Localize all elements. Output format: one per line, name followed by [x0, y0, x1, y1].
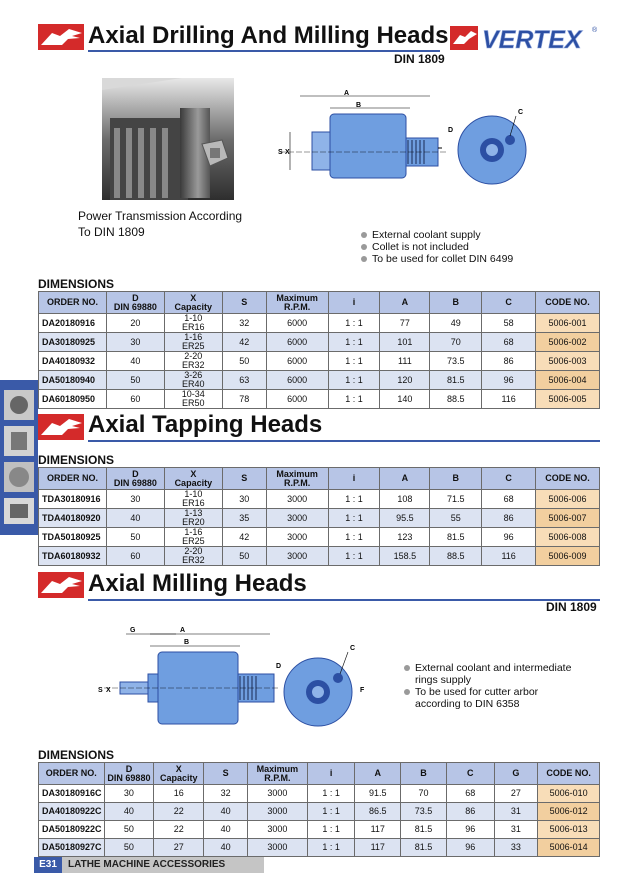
section-title-drilling: Axial Drilling And Milling Heads: [88, 22, 449, 49]
dimensions-table-milling: [38, 762, 600, 857]
header-a: A: [380, 468, 430, 490]
header-i: i: [328, 468, 380, 490]
header-code: CODE NO.: [536, 292, 600, 314]
eagle-logo-icon: [38, 572, 84, 598]
svg-text:®: ®: [592, 27, 598, 34]
header-d: D DIN 69880: [104, 763, 154, 785]
dim-label-g: G: [130, 627, 136, 634]
dim-label-b: B: [184, 639, 190, 646]
dim-label-b: B: [356, 102, 362, 109]
header-code: CODE NO.: [538, 763, 600, 785]
vertex-brand-logo: [450, 24, 600, 52]
feature-item: To be used for collet DIN 6499: [360, 253, 513, 265]
table-row: DA40180922C 40 22 40 3000 1 : 1 86.5 73.5 86 31 5006-012: [39, 803, 600, 821]
header-c: C: [482, 468, 536, 490]
header-a: A: [355, 763, 401, 785]
feature-item: External coolant and intermediate rings supply: [403, 662, 571, 686]
header-order: ORDER NO.: [39, 292, 107, 314]
title-underline: [88, 50, 440, 52]
footer-section-title: LATHE MACHINE ACCESSORIES: [68, 859, 226, 870]
header-x: X Capacity: [154, 763, 204, 785]
header-order: ORDER NO.: [39, 468, 107, 490]
header-rpm: Maximum R.P.M.: [266, 468, 328, 490]
dimensions-heading: DIMENSIONS: [38, 748, 115, 762]
caption-line-1: Power Transmission According: [78, 209, 243, 223]
table-row: DA40180932 40 2-20 ER32 50 6000 1 : 1 111 73.5 86 5006-003: [39, 352, 600, 371]
table-row: DA30180916C 30 16 32 3000 1 : 1 91.5 70 68 27 5006-010: [39, 785, 600, 803]
title-underline: [88, 599, 600, 601]
dim-label-s: S: [278, 149, 283, 156]
dim-label-d: D: [448, 127, 454, 134]
feature-item: Collet is not included: [360, 241, 513, 253]
dim-label-s: S: [98, 687, 103, 694]
header-i: i: [307, 763, 355, 785]
features-list-drilling: [360, 229, 513, 265]
dim-label-c: C: [350, 645, 356, 652]
header-d: D DIN 69880: [106, 468, 164, 490]
brand-name: VERTEX: [482, 26, 582, 52]
table-row: TDA30180916 30 1-10 ER16 30 3000 1 : 1 108 71.5 68 5006-006: [39, 490, 600, 509]
header-code: CODE NO.: [536, 468, 600, 490]
feature-item: External coolant supply: [360, 229, 513, 241]
header-rpm: Maximum R.P.M.: [247, 763, 307, 785]
eagle-logo-icon: [38, 24, 84, 50]
product-photo: [102, 78, 234, 200]
header-a: A: [380, 292, 430, 314]
dim-label-f: F: [360, 687, 365, 694]
header-order: ORDER NO.: [39, 763, 105, 785]
dim-label-x: X: [285, 149, 290, 156]
dim-label-a: A: [344, 90, 350, 97]
table-row: DA50180922C 50 22 40 3000 1 : 1 117 81.5 96 31 5006-013: [39, 821, 600, 839]
header-s: S: [222, 292, 266, 314]
header-b: B: [401, 763, 447, 785]
header-x: X Capacity: [164, 292, 222, 314]
table-row: TDA40180920 40 1-13 ER20 35 3000 1 : 1 95.5 55 86 5006-007: [39, 509, 600, 528]
dim-label-a: A: [180, 627, 186, 634]
header-s: S: [204, 763, 248, 785]
dimensions-heading: DIMENSIONS: [38, 277, 115, 291]
header-s: S: [222, 468, 266, 490]
header-rpm: Maximum R.P.M.: [266, 292, 328, 314]
dimensions-table-drilling: [38, 291, 600, 409]
table-row: DA20180916 20 1-10 ER16 32 6000 1 : 1 77 49 58 5006-001: [39, 314, 600, 333]
dimensions-table-tapping: [38, 467, 600, 566]
standard-label: DIN 1809: [394, 52, 445, 66]
dim-label-c: C: [518, 109, 524, 116]
header-i: i: [328, 292, 380, 314]
header-g: G: [494, 763, 538, 785]
header-c: C: [446, 763, 494, 785]
header-d: D DIN 69880: [106, 292, 164, 314]
standard-label: DIN 1809: [546, 600, 597, 614]
section-title-tapping: Axial Tapping Heads: [88, 411, 323, 438]
dimensions-heading: DIMENSIONS: [38, 453, 115, 467]
feature-item: To be used for cutter arbor according to DIN 6358: [403, 686, 571, 710]
dim-label-d: D: [276, 663, 282, 670]
technical-drawing-milling: [90, 622, 380, 732]
table-row: DA60180950 60 10-34 ER50 78 6000 1 : 1 140 88.5 116 5006-005: [39, 390, 600, 409]
technical-drawing-drilling: [270, 88, 530, 198]
table-row: TDA50180925 50 1-16 ER25 42 3000 1 : 1 123 81.5 96 5006-008: [39, 528, 600, 547]
title-underline: [88, 440, 600, 442]
table-row: DA50180927C 50 27 40 3000 1 : 1 117 81.5 96 33 5006-014: [39, 839, 600, 857]
table-row: DA50180940 50 3-26 ER40 63 6000 1 : 1 120 81.5 96 5006-004: [39, 371, 600, 390]
table-row: TDA60180932 60 2-20 ER32 50 3000 1 : 1 158.5 88.5 116 5006-009: [39, 547, 600, 566]
table-row: DA30180925 30 1-16 ER25 42 6000 1 : 1 101 70 68 5006-002: [39, 333, 600, 352]
tool-thumbnails: [2, 386, 36, 528]
section-title-milling: Axial Milling Heads: [88, 570, 307, 597]
dim-label-x: X: [106, 687, 111, 694]
header-x: X Capacity: [164, 468, 222, 490]
eagle-logo-icon: [38, 414, 84, 440]
features-list-milling: [403, 662, 571, 710]
header-b: B: [430, 292, 482, 314]
header-c: C: [482, 292, 536, 314]
header-b: B: [430, 468, 482, 490]
page-number: E31: [34, 857, 62, 873]
caption-line-2: To DIN 1809: [78, 225, 145, 239]
